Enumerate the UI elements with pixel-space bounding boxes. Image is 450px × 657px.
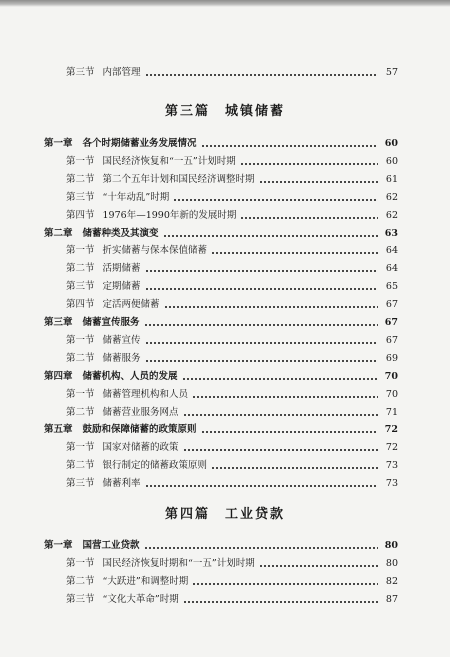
- page-number: 69: [385, 352, 398, 364]
- chapter-label: 第一章: [44, 540, 73, 551]
- chapter-entry: [44, 136, 398, 151]
- dot-leader: [145, 74, 378, 76]
- section-label: 第二节: [66, 575, 95, 587]
- section-title: 储蓄营业服务网点: [102, 406, 179, 418]
- dot-leader: [145, 342, 378, 344]
- section-entry: [66, 297, 398, 312]
- section-entry: [66, 458, 398, 473]
- scan-edge-shadow: [0, 0, 450, 7]
- chapter-entry: [44, 226, 398, 241]
- section-title: 国家对储蓄的政策: [102, 442, 179, 454]
- page-number: 64: [385, 263, 398, 275]
- section-title: 第二个五年计划和国民经济调整时期: [102, 173, 255, 185]
- section-entry: [66, 574, 398, 589]
- section-entry: [66, 190, 398, 205]
- section-title: “十年动乱”时期: [102, 191, 170, 203]
- dot-leader: [144, 324, 378, 326]
- page-number: 67: [384, 317, 398, 328]
- section-title: 国民经济恢复时期和“一五”计划时期: [102, 557, 255, 569]
- page-number: 70: [384, 370, 398, 382]
- page-number: 64: [385, 245, 398, 257]
- chapter-label: 第三章: [44, 317, 73, 328]
- dot-leader: [145, 270, 378, 272]
- section-label: 第一节: [66, 388, 95, 400]
- section-title: 储蓄服务: [102, 352, 141, 364]
- page-number: 82: [385, 575, 398, 587]
- section-title: 储蓄管理机构和人员: [102, 388, 189, 400]
- dot-leader: [183, 414, 378, 416]
- chapter-entry: [44, 422, 398, 437]
- page-number: 65: [385, 281, 398, 293]
- page-number: 60: [385, 155, 398, 167]
- dot-leader: [192, 583, 378, 585]
- chapter-entry: [44, 315, 398, 330]
- dot-leader: [173, 199, 378, 201]
- dot-leader: [183, 449, 378, 451]
- chapter-title: 国营工业贷款: [82, 540, 140, 551]
- section-entry: [66, 243, 398, 258]
- chapter-title: 储蓄宣传服务: [82, 317, 140, 328]
- page-number: 57: [385, 67, 398, 78]
- section-entry: [66, 208, 398, 223]
- page-number: 73: [385, 460, 398, 472]
- dot-leader: [145, 288, 378, 290]
- chapter-title: 储蓄种类及其演变: [82, 227, 159, 239]
- chapter-label: 第二章: [44, 227, 73, 239]
- section-title: 定活两便储蓄: [102, 299, 160, 311]
- section-label: 第三节: [66, 281, 95, 293]
- page-number: 80: [384, 540, 398, 551]
- chapter-title: 储蓄机构、人员的发展: [82, 370, 178, 382]
- section-label: 第二节: [66, 173, 95, 185]
- section-title: 1976年—1990年新的发展时期: [102, 209, 237, 221]
- dot-leader: [240, 163, 378, 165]
- dot-leader: [259, 565, 378, 567]
- page-number: 61: [385, 173, 398, 185]
- page-number: 63: [384, 227, 398, 239]
- toc-entry-top: [66, 65, 398, 80]
- dot-leader: [164, 306, 378, 308]
- section-label: 第一节: [66, 442, 95, 454]
- page-number: 60: [384, 138, 398, 149]
- section-title: 储蓄利率: [102, 478, 141, 490]
- chapter-title: 鼓励和保障储蓄的政策原则: [82, 424, 197, 436]
- dot-leader: [240, 217, 378, 219]
- dot-leader: [183, 601, 378, 603]
- section-entry: [66, 405, 398, 420]
- chapter-entry: [44, 369, 398, 384]
- chapter-label: 第五章: [44, 424, 73, 436]
- page-number: 67: [385, 334, 398, 346]
- page-number: 80: [385, 557, 398, 569]
- section-title: 银行制定的储蓄政策原则: [102, 460, 208, 472]
- page-number: 70: [385, 388, 398, 400]
- dot-leader: [211, 252, 378, 254]
- dot-leader: [145, 485, 378, 487]
- section-entry: [66, 279, 398, 294]
- section-title: “大跃进”和调整时期: [102, 575, 189, 587]
- chapter-label: 第一章: [44, 138, 73, 149]
- section-label: 第一节: [66, 334, 95, 346]
- section-title: 活期储蓄: [102, 263, 141, 275]
- section-title: 国民经济恢复和“一五”计划时期: [102, 155, 236, 167]
- section-entry: [66, 387, 398, 402]
- section-entry: [66, 261, 398, 276]
- section-entry: [66, 476, 398, 491]
- chapter-entry: [44, 538, 398, 553]
- dot-leader: [201, 431, 378, 433]
- section-label: 第一节: [66, 155, 95, 167]
- section-entry: [66, 592, 398, 607]
- page-number: 62: [385, 191, 398, 203]
- page-number: 67: [385, 299, 398, 311]
- section-label: 第三节: [66, 191, 95, 203]
- dot-leader: [182, 378, 378, 380]
- section-label: 第一节: [66, 557, 95, 569]
- chapter-label: 第四章: [44, 370, 73, 382]
- section-label: 第三节: [66, 478, 95, 490]
- section-label: 第一节: [66, 245, 95, 257]
- section-label: 第二节: [66, 406, 95, 418]
- section-entry: [66, 556, 398, 571]
- section-label: 第三节: [66, 593, 95, 605]
- section-title: 储蓄宣传: [102, 334, 141, 346]
- section-title: “文化大革命”时期: [102, 593, 179, 605]
- section-label: 第二节: [66, 460, 95, 472]
- page-number: 72: [385, 442, 398, 454]
- section-label: 第四节: [66, 299, 95, 311]
- page-number: 71: [385, 406, 398, 418]
- section-entry: [66, 440, 398, 455]
- part-title: 第四篇 工业贷款: [164, 507, 285, 522]
- dot-leader: [145, 360, 378, 362]
- section-entry: [66, 351, 398, 366]
- page-number: 72: [384, 424, 398, 436]
- section-entry: [66, 172, 398, 187]
- chapter-title: 各个时期储蓄业务发展情况: [82, 138, 197, 149]
- section-entry: [66, 333, 398, 348]
- part-title: 第三篇 城镇储蓄: [164, 104, 285, 119]
- dot-leader: [192, 396, 378, 398]
- section-title: 折实储蓄与保本保值储蓄: [102, 245, 208, 257]
- dot-leader: [144, 547, 378, 549]
- section-title: 内部管理: [102, 67, 141, 78]
- dot-leader: [163, 235, 378, 237]
- dot-leader: [211, 467, 378, 469]
- section-label: 第四节: [66, 209, 95, 221]
- dot-leader: [259, 181, 378, 183]
- page-number: 87: [385, 593, 398, 605]
- section-label: 第二节: [66, 352, 95, 364]
- page-number: 62: [385, 209, 398, 221]
- section-label: 第二节: [66, 263, 95, 275]
- section-entry: [66, 154, 398, 169]
- dot-leader: [201, 145, 378, 147]
- section-title: 定期储蓄: [102, 281, 141, 293]
- page-number: 73: [385, 478, 398, 490]
- section-label: 第三节: [66, 67, 95, 78]
